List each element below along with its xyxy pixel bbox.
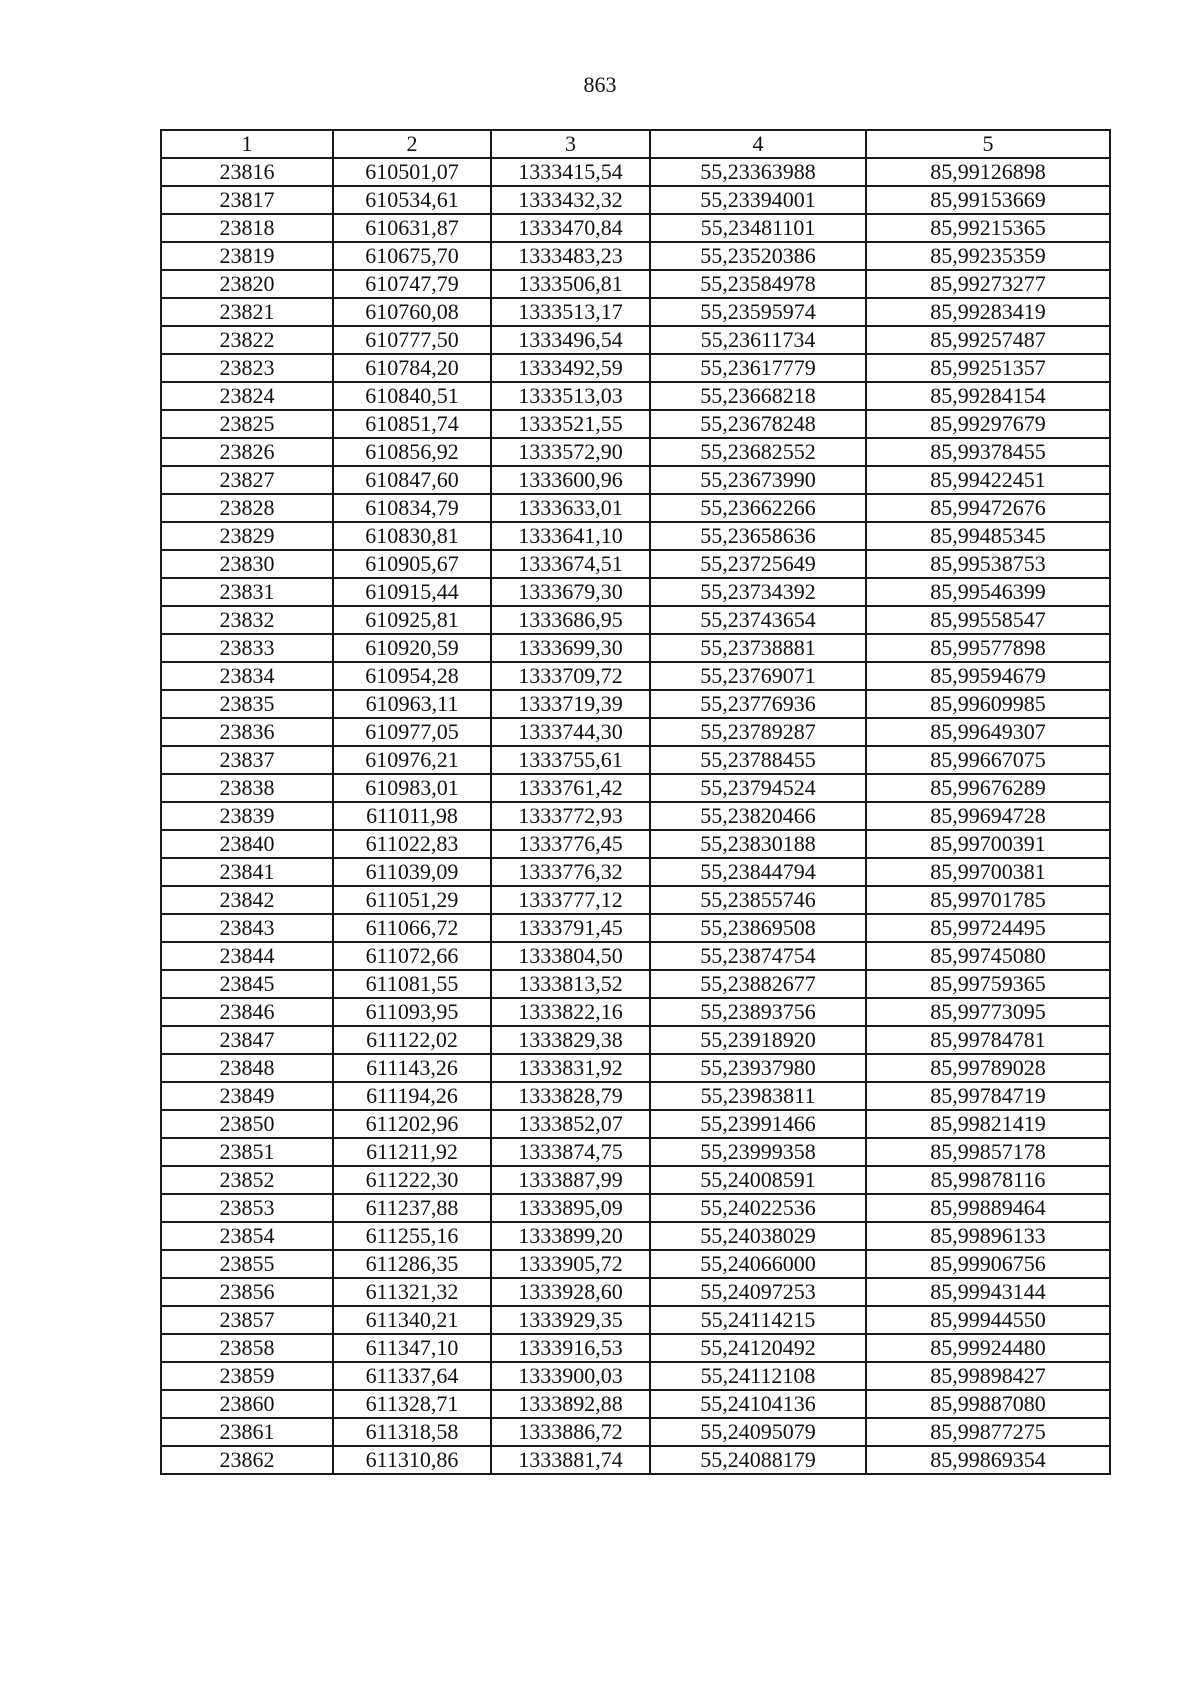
longitude-cell: 85,99821419	[866, 1110, 1110, 1138]
x-coordinate-cell: 610830,81	[333, 522, 491, 550]
longitude-cell: 85,99577898	[866, 634, 1110, 662]
y-coordinate-cell: 1333892,88	[491, 1390, 650, 1418]
table-row	[161, 1110, 1110, 1138]
point-number-cell: 23849	[161, 1082, 333, 1110]
longitude-cell: 85,99700381	[866, 858, 1110, 886]
y-coordinate-cell: 1333699,30	[491, 634, 650, 662]
latitude-cell: 55,23668218	[650, 382, 866, 410]
x-coordinate-cell: 610954,28	[333, 662, 491, 690]
table-row	[161, 690, 1110, 718]
point-number-cell: 23862	[161, 1446, 333, 1474]
latitude-cell: 55,24095079	[650, 1418, 866, 1446]
latitude-cell: 55,23520386	[650, 242, 866, 270]
x-coordinate-cell: 610675,70	[333, 242, 491, 270]
y-coordinate-cell: 1333744,30	[491, 718, 650, 746]
longitude-cell: 85,99485345	[866, 522, 1110, 550]
y-coordinate-cell: 1333899,20	[491, 1222, 650, 1250]
table-row	[161, 242, 1110, 270]
y-coordinate-cell: 1333887,99	[491, 1166, 650, 1194]
point-number-cell: 23831	[161, 578, 333, 606]
latitude-cell: 55,23769071	[650, 662, 866, 690]
latitude-cell: 55,23611734	[650, 326, 866, 354]
y-coordinate-cell: 1333686,95	[491, 606, 650, 634]
x-coordinate-cell: 610920,59	[333, 634, 491, 662]
point-number-cell: 23845	[161, 970, 333, 998]
y-coordinate-cell: 1333916,53	[491, 1334, 650, 1362]
table-row	[161, 1334, 1110, 1362]
point-number-cell: 23833	[161, 634, 333, 662]
y-coordinate-cell: 1333483,23	[491, 242, 650, 270]
table-row	[161, 998, 1110, 1026]
x-coordinate-cell: 611337,64	[333, 1362, 491, 1390]
table-row	[161, 1418, 1110, 1446]
latitude-cell: 55,23844794	[650, 858, 866, 886]
x-coordinate-cell: 611211,92	[333, 1138, 491, 1166]
longitude-cell: 85,99784719	[866, 1082, 1110, 1110]
longitude-cell: 85,99789028	[866, 1054, 1110, 1082]
table-row	[161, 354, 1110, 382]
table-row	[161, 1054, 1110, 1082]
longitude-cell: 85,99701785	[866, 886, 1110, 914]
longitude-cell: 85,99878116	[866, 1166, 1110, 1194]
point-number-cell: 23827	[161, 466, 333, 494]
latitude-cell: 55,23394001	[650, 186, 866, 214]
latitude-cell: 55,24038029	[650, 1222, 866, 1250]
point-number-cell: 23836	[161, 718, 333, 746]
latitude-cell: 55,23874754	[650, 942, 866, 970]
x-coordinate-cell: 610834,79	[333, 494, 491, 522]
table-row	[161, 1390, 1110, 1418]
y-coordinate-cell: 1333776,45	[491, 830, 650, 858]
point-number-cell: 23821	[161, 298, 333, 326]
point-number-cell: 23842	[161, 886, 333, 914]
column-header: 3	[491, 130, 650, 158]
point-number-cell: 23852	[161, 1166, 333, 1194]
point-number-cell: 23851	[161, 1138, 333, 1166]
x-coordinate-cell: 610747,79	[333, 270, 491, 298]
x-coordinate-cell: 611051,29	[333, 886, 491, 914]
y-coordinate-cell: 1333852,07	[491, 1110, 650, 1138]
table-row	[161, 942, 1110, 970]
table-row	[161, 298, 1110, 326]
latitude-cell: 55,23937980	[650, 1054, 866, 1082]
x-coordinate-cell: 610977,05	[333, 718, 491, 746]
table-row	[161, 634, 1110, 662]
table-row	[161, 158, 1110, 186]
x-coordinate-cell: 610856,92	[333, 438, 491, 466]
table-row	[161, 214, 1110, 242]
x-coordinate-cell: 611072,66	[333, 942, 491, 970]
table-row	[161, 494, 1110, 522]
point-number-cell: 23855	[161, 1250, 333, 1278]
latitude-cell: 55,23673990	[650, 466, 866, 494]
y-coordinate-cell: 1333506,81	[491, 270, 650, 298]
longitude-cell: 85,99857178	[866, 1138, 1110, 1166]
latitude-cell: 55,23725649	[650, 550, 866, 578]
y-coordinate-cell: 1333415,54	[491, 158, 650, 186]
longitude-cell: 85,99283419	[866, 298, 1110, 326]
point-number-cell: 23840	[161, 830, 333, 858]
point-number-cell: 23819	[161, 242, 333, 270]
table-row	[161, 802, 1110, 830]
longitude-cell: 85,99153669	[866, 186, 1110, 214]
latitude-cell: 55,24022536	[650, 1194, 866, 1222]
point-number-cell: 23846	[161, 998, 333, 1026]
longitude-cell: 85,99877275	[866, 1418, 1110, 1446]
column-header: 4	[650, 130, 866, 158]
longitude-cell: 85,99297679	[866, 410, 1110, 438]
y-coordinate-cell: 1333929,35	[491, 1306, 650, 1334]
y-coordinate-cell: 1333928,60	[491, 1278, 650, 1306]
table-row	[161, 382, 1110, 410]
y-coordinate-cell: 1333674,51	[491, 550, 650, 578]
latitude-cell: 55,23682552	[650, 438, 866, 466]
table-body	[161, 158, 1110, 1474]
longitude-cell: 85,99745080	[866, 942, 1110, 970]
longitude-cell: 85,99784781	[866, 1026, 1110, 1054]
table-row	[161, 858, 1110, 886]
latitude-cell: 55,23882677	[650, 970, 866, 998]
x-coordinate-cell: 610534,61	[333, 186, 491, 214]
x-coordinate-cell: 611202,96	[333, 1110, 491, 1138]
y-coordinate-cell: 1333521,55	[491, 410, 650, 438]
table-row	[161, 774, 1110, 802]
point-number-cell: 23820	[161, 270, 333, 298]
table-row	[161, 914, 1110, 942]
y-coordinate-cell: 1333641,10	[491, 522, 650, 550]
longitude-cell: 85,99943144	[866, 1278, 1110, 1306]
longitude-cell: 85,99667075	[866, 746, 1110, 774]
longitude-cell: 85,99235359	[866, 242, 1110, 270]
point-number-cell: 23839	[161, 802, 333, 830]
x-coordinate-cell: 611194,26	[333, 1082, 491, 1110]
y-coordinate-cell: 1333633,01	[491, 494, 650, 522]
latitude-cell: 55,23869508	[650, 914, 866, 942]
longitude-cell: 85,99944550	[866, 1306, 1110, 1334]
column-header: 1	[161, 130, 333, 158]
table-header	[161, 130, 1110, 158]
x-coordinate-cell: 610963,11	[333, 690, 491, 718]
x-coordinate-cell: 611318,58	[333, 1418, 491, 1446]
point-number-cell: 23822	[161, 326, 333, 354]
x-coordinate-cell: 611347,10	[333, 1334, 491, 1362]
longitude-cell: 85,99759365	[866, 970, 1110, 998]
point-number-cell: 23818	[161, 214, 333, 242]
latitude-cell: 55,23991466	[650, 1110, 866, 1138]
point-number-cell: 23828	[161, 494, 333, 522]
x-coordinate-cell: 610760,08	[333, 298, 491, 326]
longitude-cell: 85,99898427	[866, 1362, 1110, 1390]
y-coordinate-cell: 1333822,16	[491, 998, 650, 1026]
x-coordinate-cell: 610905,67	[333, 550, 491, 578]
table-row	[161, 1250, 1110, 1278]
x-coordinate-cell: 610983,01	[333, 774, 491, 802]
point-number-cell: 23844	[161, 942, 333, 970]
x-coordinate-cell: 611340,21	[333, 1306, 491, 1334]
latitude-cell: 55,24120492	[650, 1334, 866, 1362]
y-coordinate-cell: 1333831,92	[491, 1054, 650, 1082]
x-coordinate-cell: 610777,50	[333, 326, 491, 354]
point-number-cell: 23853	[161, 1194, 333, 1222]
longitude-cell: 85,99378455	[866, 438, 1110, 466]
point-number-cell: 23857	[161, 1306, 333, 1334]
table-row	[161, 1446, 1110, 1474]
x-coordinate-cell: 611143,26	[333, 1054, 491, 1082]
latitude-cell: 55,24104136	[650, 1390, 866, 1418]
table-row	[161, 1026, 1110, 1054]
x-coordinate-cell: 611255,16	[333, 1222, 491, 1250]
x-coordinate-cell: 611286,35	[333, 1250, 491, 1278]
table-row	[161, 1138, 1110, 1166]
latitude-cell: 55,23734392	[650, 578, 866, 606]
coordinates-table	[160, 129, 1111, 1475]
point-number-cell: 23858	[161, 1334, 333, 1362]
longitude-cell: 85,99700391	[866, 830, 1110, 858]
table-row	[161, 1362, 1110, 1390]
point-number-cell: 23816	[161, 158, 333, 186]
x-coordinate-cell: 611310,86	[333, 1446, 491, 1474]
latitude-cell: 55,23794524	[650, 774, 866, 802]
table-row	[161, 970, 1110, 998]
y-coordinate-cell: 1333791,45	[491, 914, 650, 942]
latitude-cell: 55,23481101	[650, 214, 866, 242]
latitude-cell: 55,23789287	[650, 718, 866, 746]
latitude-cell: 55,23788455	[650, 746, 866, 774]
x-coordinate-cell: 611321,32	[333, 1278, 491, 1306]
x-coordinate-cell: 610840,51	[333, 382, 491, 410]
x-coordinate-cell: 610631,87	[333, 214, 491, 242]
point-number-cell: 23835	[161, 690, 333, 718]
latitude-cell: 55,23738881	[650, 634, 866, 662]
y-coordinate-cell: 1333900,03	[491, 1362, 650, 1390]
y-coordinate-cell: 1333600,96	[491, 466, 650, 494]
y-coordinate-cell: 1333432,32	[491, 186, 650, 214]
x-coordinate-cell: 611222,30	[333, 1166, 491, 1194]
table-row	[161, 1222, 1110, 1250]
y-coordinate-cell: 1333719,39	[491, 690, 650, 718]
point-number-cell: 23850	[161, 1110, 333, 1138]
longitude-cell: 85,99896133	[866, 1222, 1110, 1250]
y-coordinate-cell: 1333813,52	[491, 970, 650, 998]
table-row	[161, 186, 1110, 214]
longitude-cell: 85,99284154	[866, 382, 1110, 410]
column-header: 5	[866, 130, 1110, 158]
x-coordinate-cell: 611022,83	[333, 830, 491, 858]
x-coordinate-cell: 611122,02	[333, 1026, 491, 1054]
table-row	[161, 578, 1110, 606]
y-coordinate-cell: 1333772,93	[491, 802, 650, 830]
table-row	[161, 1082, 1110, 1110]
table-row	[161, 746, 1110, 774]
y-coordinate-cell: 1333761,42	[491, 774, 650, 802]
y-coordinate-cell: 1333513,03	[491, 382, 650, 410]
y-coordinate-cell: 1333776,32	[491, 858, 650, 886]
y-coordinate-cell: 1333777,12	[491, 886, 650, 914]
y-coordinate-cell: 1333829,38	[491, 1026, 650, 1054]
latitude-cell: 55,23595974	[650, 298, 866, 326]
latitude-cell: 55,23584978	[650, 270, 866, 298]
x-coordinate-cell: 611328,71	[333, 1390, 491, 1418]
x-coordinate-cell: 610925,81	[333, 606, 491, 634]
latitude-cell: 55,24008591	[650, 1166, 866, 1194]
longitude-cell: 85,99126898	[866, 158, 1110, 186]
point-number-cell: 23830	[161, 550, 333, 578]
point-number-cell: 23825	[161, 410, 333, 438]
table-row	[161, 438, 1110, 466]
table-row	[161, 1306, 1110, 1334]
point-number-cell: 23854	[161, 1222, 333, 1250]
y-coordinate-cell: 1333804,50	[491, 942, 650, 970]
longitude-cell: 85,99273277	[866, 270, 1110, 298]
point-number-cell: 23838	[161, 774, 333, 802]
longitude-cell: 85,99215365	[866, 214, 1110, 242]
point-number-cell: 23848	[161, 1054, 333, 1082]
point-number-cell: 23826	[161, 438, 333, 466]
page-number: 863	[583, 72, 617, 97]
longitude-cell: 85,99649307	[866, 718, 1110, 746]
latitude-cell: 55,23743654	[650, 606, 866, 634]
table-row	[161, 886, 1110, 914]
latitude-cell: 55,23820466	[650, 802, 866, 830]
point-number-cell: 23861	[161, 1418, 333, 1446]
latitude-cell: 55,23658636	[650, 522, 866, 550]
y-coordinate-cell: 1333679,30	[491, 578, 650, 606]
latitude-cell: 55,24066000	[650, 1250, 866, 1278]
y-coordinate-cell: 1333755,61	[491, 746, 650, 774]
x-coordinate-cell: 610784,20	[333, 354, 491, 382]
longitude-cell: 85,99594679	[866, 662, 1110, 690]
longitude-cell: 85,99538753	[866, 550, 1110, 578]
longitude-cell: 85,99889464	[866, 1194, 1110, 1222]
table-row	[161, 550, 1110, 578]
table-row	[161, 1166, 1110, 1194]
longitude-cell: 85,99558547	[866, 606, 1110, 634]
y-coordinate-cell: 1333470,84	[491, 214, 650, 242]
longitude-cell: 85,99257487	[866, 326, 1110, 354]
table-row	[161, 1278, 1110, 1306]
longitude-cell: 85,99924480	[866, 1334, 1110, 1362]
table-row	[161, 606, 1110, 634]
point-number-cell: 23843	[161, 914, 333, 942]
x-coordinate-cell: 611011,98	[333, 802, 491, 830]
table-row	[161, 830, 1110, 858]
x-coordinate-cell: 610976,21	[333, 746, 491, 774]
longitude-cell: 85,99546399	[866, 578, 1110, 606]
longitude-cell: 85,99773095	[866, 998, 1110, 1026]
point-number-cell: 23834	[161, 662, 333, 690]
longitude-cell: 85,99472676	[866, 494, 1110, 522]
point-number-cell: 23824	[161, 382, 333, 410]
point-number-cell: 23829	[161, 522, 333, 550]
point-number-cell: 23832	[161, 606, 333, 634]
table-row	[161, 662, 1110, 690]
longitude-cell: 85,99694728	[866, 802, 1110, 830]
point-number-cell: 23856	[161, 1278, 333, 1306]
table-row	[161, 718, 1110, 746]
latitude-cell: 55,23617779	[650, 354, 866, 382]
latitude-cell: 55,24112108	[650, 1362, 866, 1390]
table-row	[161, 270, 1110, 298]
x-coordinate-cell: 611093,95	[333, 998, 491, 1026]
latitude-cell: 55,23855746	[650, 886, 866, 914]
latitude-cell: 55,23363988	[650, 158, 866, 186]
latitude-cell: 55,24097253	[650, 1278, 866, 1306]
y-coordinate-cell: 1333513,17	[491, 298, 650, 326]
y-coordinate-cell: 1333709,72	[491, 662, 650, 690]
point-number-cell: 23847	[161, 1026, 333, 1054]
longitude-cell: 85,99887080	[866, 1390, 1110, 1418]
latitude-cell: 55,23983811	[650, 1082, 866, 1110]
y-coordinate-cell: 1333828,79	[491, 1082, 650, 1110]
point-number-cell: 23860	[161, 1390, 333, 1418]
point-number-cell: 23841	[161, 858, 333, 886]
y-coordinate-cell: 1333496,54	[491, 326, 650, 354]
latitude-cell: 55,23918920	[650, 1026, 866, 1054]
latitude-cell: 55,23678248	[650, 410, 866, 438]
column-header: 2	[333, 130, 491, 158]
y-coordinate-cell: 1333572,90	[491, 438, 650, 466]
table-row	[161, 466, 1110, 494]
latitude-cell: 55,24088179	[650, 1446, 866, 1474]
longitude-cell: 85,99422451	[866, 466, 1110, 494]
longitude-cell: 85,99251357	[866, 354, 1110, 382]
x-coordinate-cell: 611081,55	[333, 970, 491, 998]
longitude-cell: 85,99609985	[866, 690, 1110, 718]
x-coordinate-cell: 611237,88	[333, 1194, 491, 1222]
latitude-cell: 55,23893756	[650, 998, 866, 1026]
latitude-cell: 55,23999358	[650, 1138, 866, 1166]
latitude-cell: 55,23830188	[650, 830, 866, 858]
x-coordinate-cell: 611039,09	[333, 858, 491, 886]
longitude-cell: 85,99906756	[866, 1250, 1110, 1278]
y-coordinate-cell: 1333881,74	[491, 1446, 650, 1474]
y-coordinate-cell: 1333895,09	[491, 1194, 650, 1222]
table-row	[161, 410, 1110, 438]
point-number-cell: 23859	[161, 1362, 333, 1390]
longitude-cell: 85,99676289	[866, 774, 1110, 802]
table-row	[161, 522, 1110, 550]
x-coordinate-cell: 610847,60	[333, 466, 491, 494]
header-row	[161, 130, 1110, 158]
longitude-cell: 85,99724495	[866, 914, 1110, 942]
y-coordinate-cell: 1333905,72	[491, 1250, 650, 1278]
point-number-cell: 23823	[161, 354, 333, 382]
y-coordinate-cell: 1333886,72	[491, 1418, 650, 1446]
point-number-cell: 23837	[161, 746, 333, 774]
y-coordinate-cell: 1333492,59	[491, 354, 650, 382]
x-coordinate-cell: 611066,72	[333, 914, 491, 942]
longitude-cell: 85,99869354	[866, 1446, 1110, 1474]
y-coordinate-cell: 1333874,75	[491, 1138, 650, 1166]
latitude-cell: 55,23776936	[650, 690, 866, 718]
point-number-cell: 23817	[161, 186, 333, 214]
table-row	[161, 1194, 1110, 1222]
x-coordinate-cell: 610501,07	[333, 158, 491, 186]
x-coordinate-cell: 610851,74	[333, 410, 491, 438]
table-row	[161, 326, 1110, 354]
latitude-cell: 55,24114215	[650, 1306, 866, 1334]
latitude-cell: 55,23662266	[650, 494, 866, 522]
x-coordinate-cell: 610915,44	[333, 578, 491, 606]
